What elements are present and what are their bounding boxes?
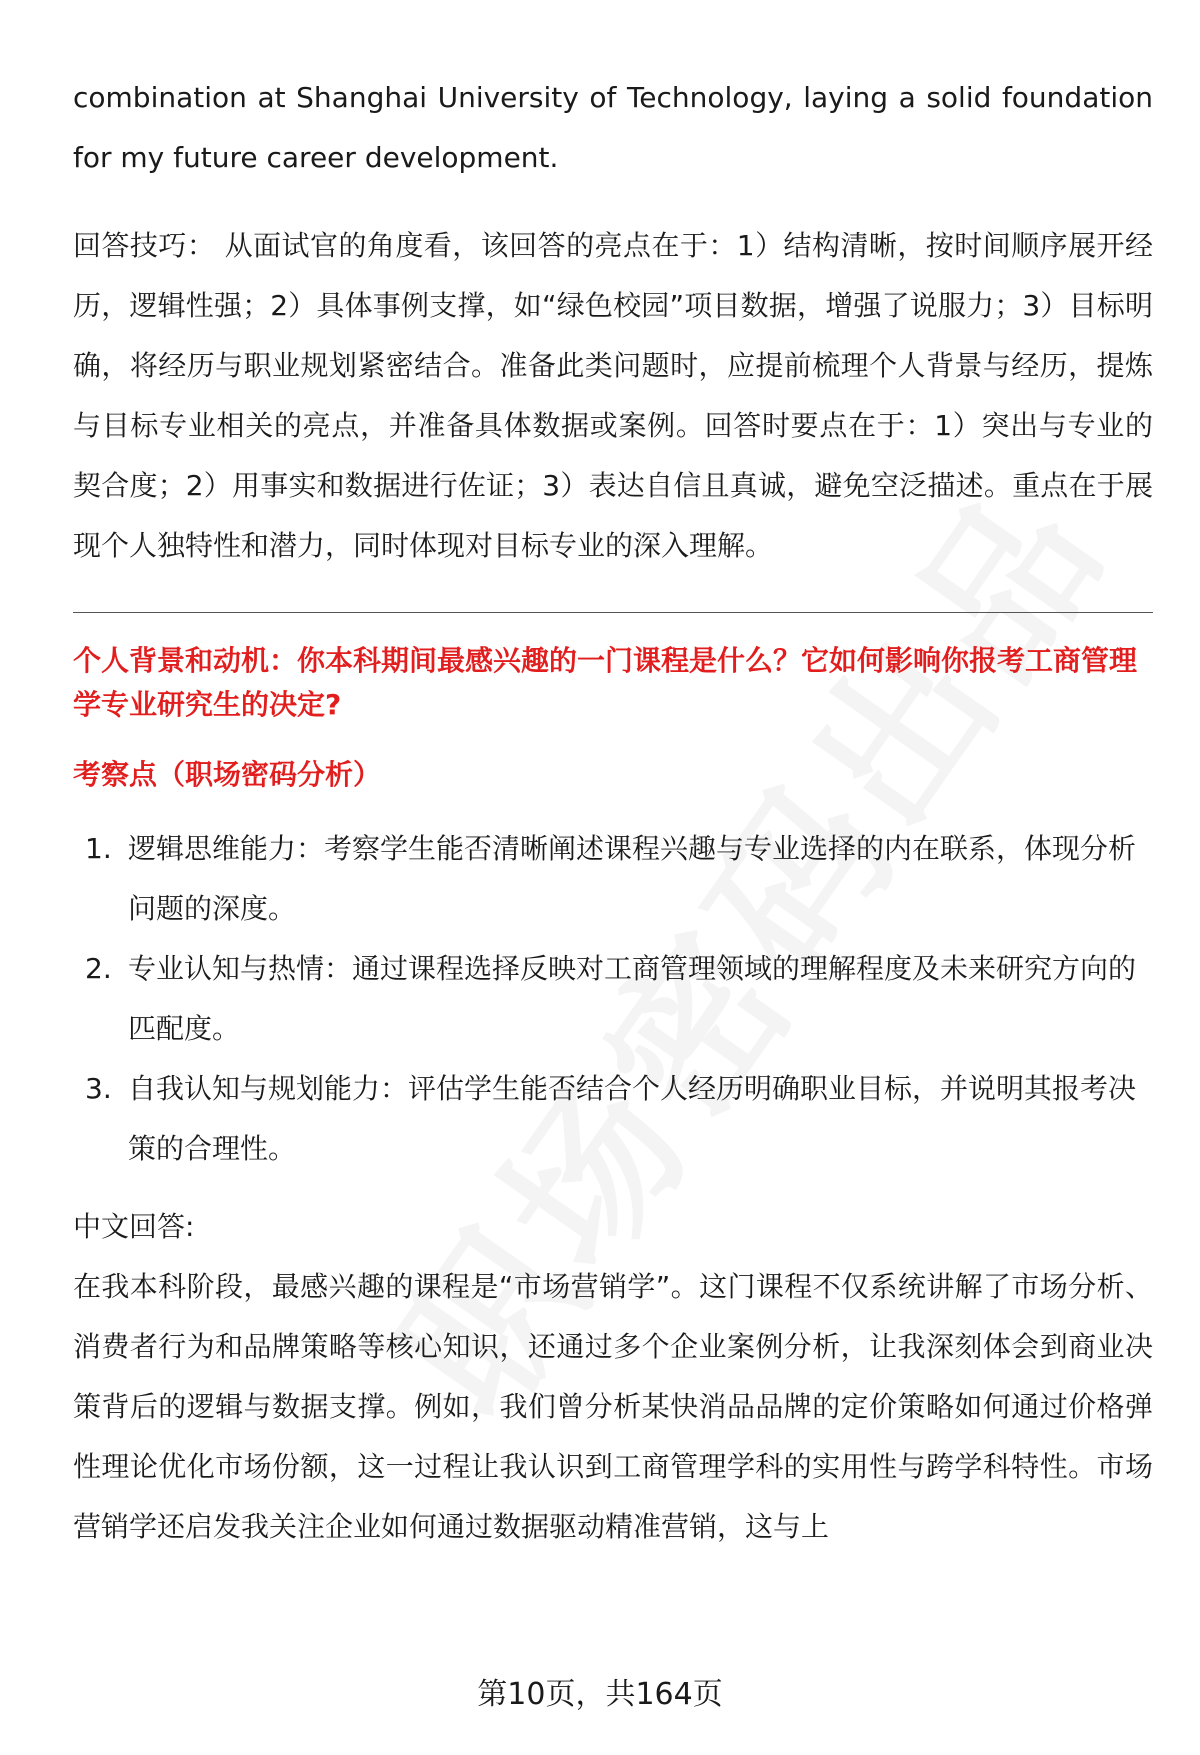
chinese-answer-text: 在我本科阶段，最感兴趣的课程是“市场营销学”。这门课程不仅系统讲解了市场分析、消费者行为和品牌策略等核心知识，还通过多个企业案例分析，让我深刻体会到商业决策背后的逻辑与数据支撑。例如，我们曾分析某快消品品牌的定价策略如何通过价格弹性理论优化市场份额，这一过程让我认识到工商管理学科的实用性与跨学科特性。市场营销学还启发我关注企业如何通过数据驱动精准营销，这与上 <box>73 1270 1153 1543</box>
list-item-text: 专业认知与热情：通过课程选择反映对工商管理领域的理解程度及未来研究方向的匹配度。 <box>128 952 1137 1045</box>
section-divider <box>73 612 1153 613</box>
list-item-number: 1. <box>85 832 112 865</box>
list-item <box>73 1059 1153 1179</box>
assessment-heading: 考察点（职场密码分析） <box>73 758 382 791</box>
assessment-list <box>73 819 1153 1179</box>
list-item-number: 3. <box>85 1072 112 1105</box>
chinese-answer-label: 中文回答: <box>73 1210 195 1243</box>
english-answer-tail: combination at Shanghai University of Technology, laying a solid foundation for my future career development. <box>73 81 1153 174</box>
list-item-text: 自我认知与规划能力：评估学生能否结合个人经历明确职业目标，并说明其报考决策的合理性。 <box>128 1072 1137 1165</box>
page-number: 第10页，共164页 <box>477 1677 723 1712</box>
document-body <box>73 68 1153 1557</box>
answer-tips: 回答技巧： 从面试官的角度看，该回答的亮点在于：1）结构清晰，按时间顺序展开经历，逻辑性强；2）具体事例支撑，如“绿色校园”项目数据，增强了说服力；3）目标明确，将经历与职业规划紧密结合。准备此类问题时，应提前梳理个人背景与经历，提炼与目标专业相关的亮点，并准备具体数据或案例。回答时要点在于：1）突出与专业的契合度；2）用事实和数据进行佐证；3）表达自信且真诚，避免空泛描述。重点在于展现个人独特性和潜力，同时体现对目标专业的深入理解。 <box>73 229 1153 562</box>
list-item-text: 逻辑思维能力：考察学生能否清晰阐述课程兴趣与专业选择的内在联系，体现分析问题的深度。 <box>128 832 1137 925</box>
question-title: 个人背景和动机：你本科期间最感兴趣的一门课程是什么？它如何影响你报考工商管理学专业研究生的决定? <box>73 644 1138 721</box>
list-item <box>73 939 1153 1059</box>
list-item <box>73 819 1153 939</box>
list-item-number: 2. <box>85 952 112 985</box>
